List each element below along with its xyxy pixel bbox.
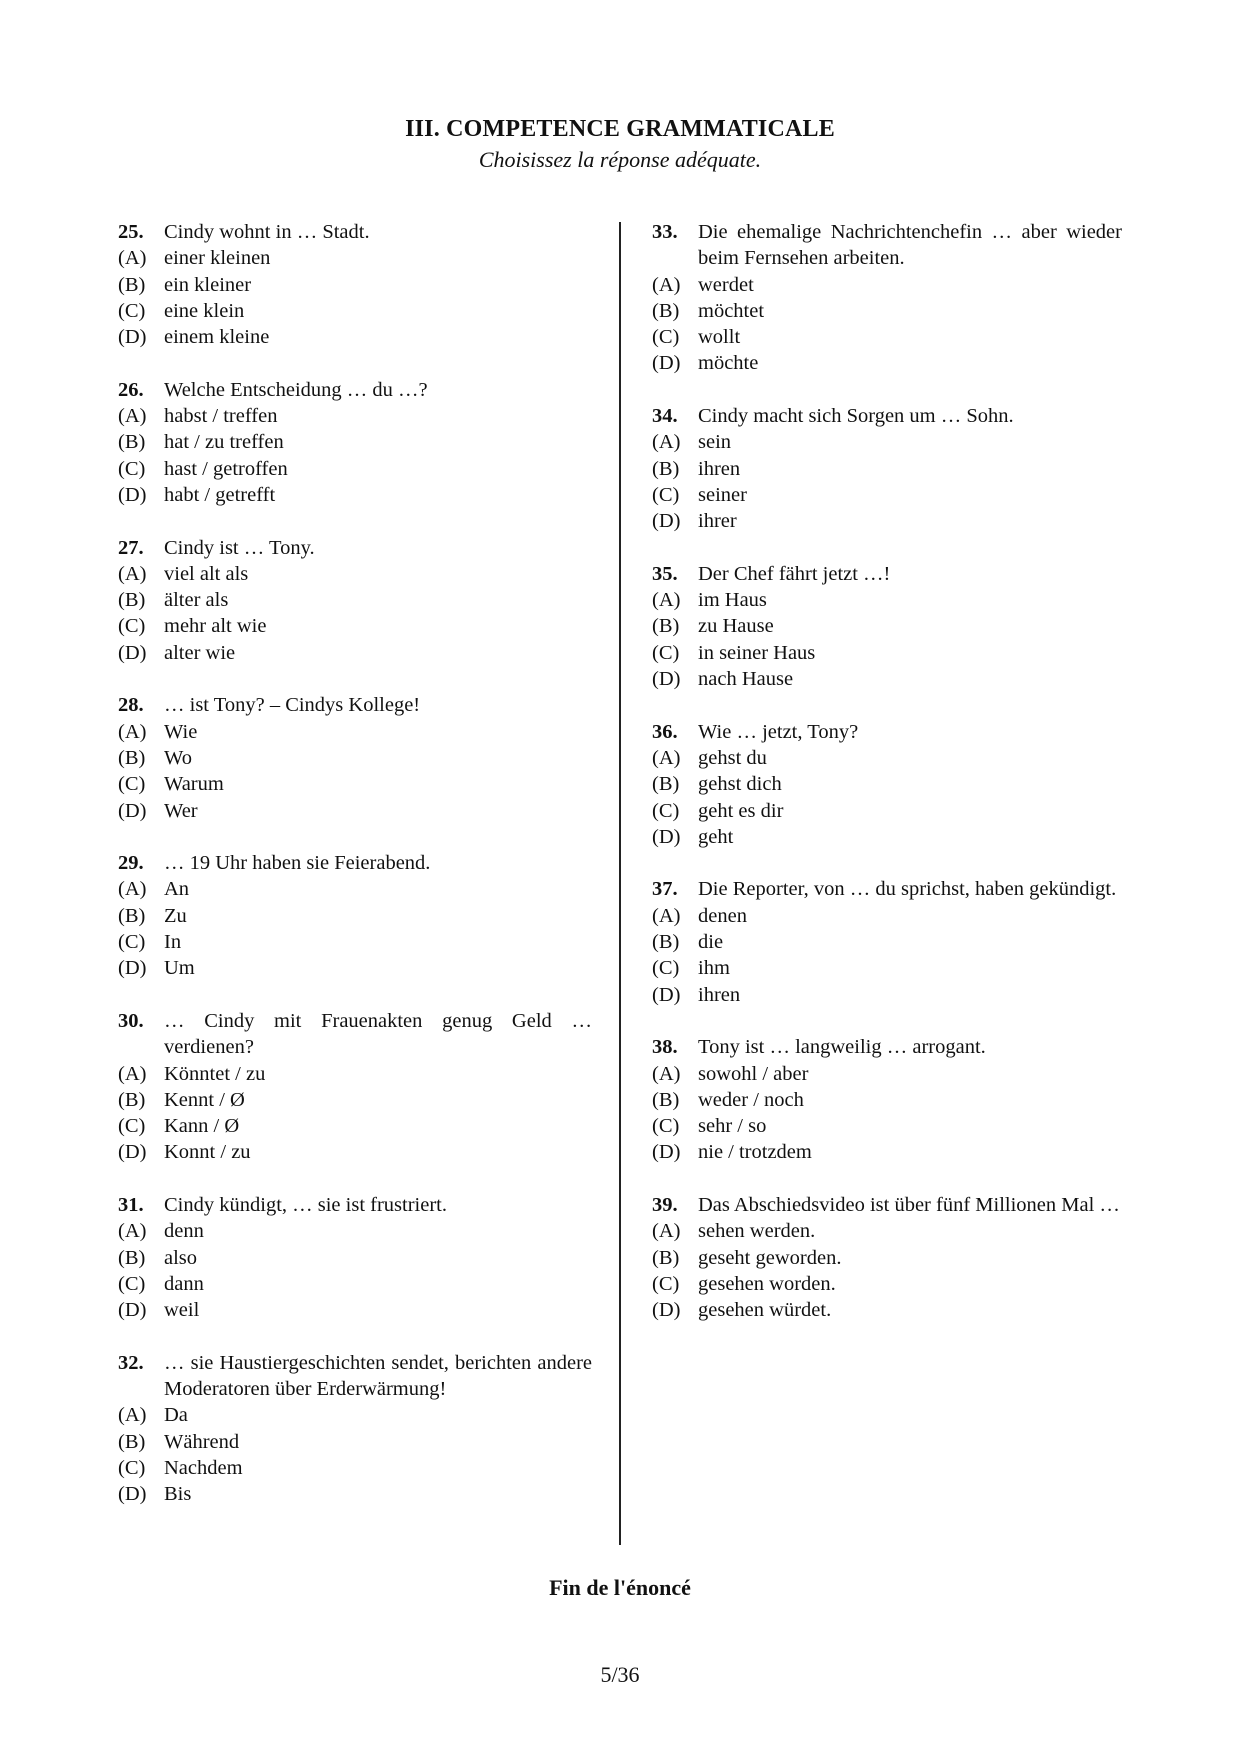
question-stem <box>118 535 592 561</box>
question-stem <box>652 561 1122 587</box>
option-text: weder / noch <box>698 1088 804 1111</box>
option-label: (D) <box>118 1299 147 1322</box>
question-number: 32. <box>118 1351 144 1374</box>
option-text: Könntet / zu <box>164 1062 266 1085</box>
option-text: Wo <box>164 746 192 769</box>
answer-option <box>652 982 1122 1008</box>
question-stem <box>652 403 1122 429</box>
answer-option <box>652 1245 1122 1271</box>
option-label: (B) <box>118 589 146 612</box>
option-label: (C) <box>118 1272 146 1295</box>
option-text: im Haus <box>698 589 767 612</box>
option-text: möchte <box>698 352 759 375</box>
question-block <box>652 561 1122 692</box>
option-text: nach Hause <box>698 668 794 691</box>
option-text: geht <box>698 825 734 848</box>
option-text: Konnt / zu <box>164 1141 251 1164</box>
option-text: Kennt / Ø <box>164 1088 245 1111</box>
option-text: ihren <box>698 457 741 480</box>
question-block <box>652 1192 1122 1323</box>
answer-option <box>652 640 1122 666</box>
section-title: III. COMPETENCE GRAMMATICALE <box>405 116 835 142</box>
option-label: (B) <box>118 431 146 454</box>
answer-option <box>652 482 1122 508</box>
option-text: mehr alt wie <box>164 615 267 638</box>
option-label: (B) <box>652 457 680 480</box>
option-text: Da <box>164 1404 188 1427</box>
answer-option <box>652 745 1122 771</box>
option-text: Nachdem <box>164 1456 243 1479</box>
answer-option <box>118 561 592 587</box>
answer-option <box>118 719 592 745</box>
option-text: Wie <box>164 720 198 743</box>
answer-option <box>652 798 1122 824</box>
answer-option <box>652 508 1122 534</box>
option-label: (A) <box>118 562 147 585</box>
answer-option <box>652 272 1122 298</box>
end-of-statement: Fin de l'énoncé <box>549 1575 691 1600</box>
option-text: habst / treffen <box>164 405 278 428</box>
option-label: (B) <box>118 904 146 927</box>
answer-option <box>652 771 1122 797</box>
option-text: sehen werden. <box>698 1220 816 1243</box>
option-text: möchtet <box>698 299 765 322</box>
answer-option <box>118 429 592 455</box>
question-block <box>652 403 1122 534</box>
option-label: (C) <box>118 1115 146 1138</box>
left-column <box>118 219 592 1534</box>
answer-option <box>118 1245 592 1271</box>
question-text: Das Abschiedsvideo ist über fünf Millionen Mal … <box>698 1193 1120 1216</box>
option-label: (B) <box>652 1088 680 1111</box>
option-label: (A) <box>118 405 147 428</box>
option-label: (B) <box>118 746 146 769</box>
answer-option <box>652 456 1122 482</box>
option-label: (A) <box>652 431 681 454</box>
question-block <box>652 1034 1122 1165</box>
option-text: ihrer <box>698 510 737 533</box>
option-text: gehst dich <box>698 773 782 796</box>
question-number: 25. <box>118 221 144 243</box>
answer-option <box>118 1061 592 1087</box>
answer-option <box>652 587 1122 613</box>
option-text: eine klein <box>164 299 245 322</box>
option-label: (A) <box>118 878 147 901</box>
question-stem <box>118 1350 592 1403</box>
answer-option <box>118 798 592 824</box>
answer-option <box>652 350 1122 376</box>
question-number: 36. <box>652 720 678 743</box>
answer-option <box>652 1061 1122 1087</box>
answer-option <box>652 955 1122 981</box>
option-text: An <box>164 878 190 901</box>
option-label: (C) <box>652 1115 680 1138</box>
answer-option <box>652 1218 1122 1244</box>
option-text: gehst du <box>698 746 767 769</box>
question-number: 31. <box>118 1193 144 1216</box>
answer-option <box>652 666 1122 692</box>
question-text: … 19 Uhr haben sie Feierabend. <box>164 852 431 875</box>
question-stem <box>118 692 592 718</box>
option-text: Warum <box>164 773 224 796</box>
answer-option <box>652 1113 1122 1139</box>
option-label: (C) <box>118 457 146 480</box>
answer-option <box>118 1402 592 1428</box>
option-label: (A) <box>652 273 681 296</box>
answer-option <box>118 1455 592 1481</box>
option-label: (B) <box>652 299 680 322</box>
question-text: … ist Tony? – Cindys Kollege! <box>164 694 421 717</box>
option-label: (A) <box>118 247 147 270</box>
option-label: (A) <box>118 720 147 743</box>
option-label: (C) <box>652 957 680 980</box>
option-text: hat / zu treffen <box>164 431 284 454</box>
option-text: also <box>164 1246 198 1269</box>
option-text: denn <box>164 1220 204 1243</box>
question-text: … sie Haustiergeschichten sendet, berichten andere Moderatoren über Erderwärmung! <box>164 1351 592 1401</box>
option-label: (C) <box>118 615 146 638</box>
option-text: sehr / so <box>698 1115 767 1138</box>
option-label: (D) <box>118 957 147 980</box>
answer-option <box>118 456 592 482</box>
answer-option <box>118 272 592 298</box>
option-text: geht es dir <box>698 799 784 822</box>
option-label: (C) <box>652 483 680 506</box>
option-label: (A) <box>118 1220 147 1243</box>
question-number: 38. <box>652 1036 678 1059</box>
option-text: sowohl / aber <box>698 1062 809 1085</box>
option-text: gesehen würdet. <box>698 1299 832 1322</box>
option-label: (B) <box>118 273 146 296</box>
question-text: Tony ist … langweilig … arrogant. <box>698 1036 986 1059</box>
option-text: alter wie <box>164 641 236 664</box>
option-text: einem kleine <box>164 326 270 349</box>
answer-option <box>118 1139 592 1165</box>
option-label: (D) <box>652 668 681 691</box>
option-label: (D) <box>118 1141 147 1164</box>
question-number: 33. <box>652 221 678 243</box>
option-label: (D) <box>652 1299 681 1322</box>
question-number: 29. <box>118 852 144 875</box>
option-text: zu Hause <box>698 615 774 638</box>
option-text: die <box>698 931 724 954</box>
question-text: … Cindy mit Frauenakten genug Geld … verdienen? <box>164 1009 592 1059</box>
option-text: ihren <box>698 983 741 1006</box>
option-label: (A) <box>118 1062 147 1085</box>
option-label: (B) <box>118 1430 146 1453</box>
question-stem <box>118 1192 592 1218</box>
answer-option <box>118 955 592 981</box>
option-label: (D) <box>652 352 681 375</box>
answer-option <box>118 876 592 902</box>
question-stem <box>652 719 1122 745</box>
question-number: 34. <box>652 405 678 428</box>
answer-option <box>118 245 592 271</box>
question-stem <box>118 1008 592 1061</box>
answer-option <box>118 929 592 955</box>
option-label: (C) <box>118 1456 146 1479</box>
question-block <box>118 1008 592 1166</box>
answer-option <box>652 324 1122 350</box>
answer-option <box>118 1218 592 1244</box>
option-text: älter als <box>164 589 229 612</box>
option-label: (D) <box>118 799 147 822</box>
option-text: wollt <box>698 326 741 349</box>
option-label: (C) <box>652 799 680 822</box>
question-text: Der Chef fährt jetzt …! <box>698 562 891 585</box>
option-label: (D) <box>118 326 147 349</box>
question-text: Wie … jetzt, Tony? <box>698 720 859 743</box>
question-stem <box>652 219 1122 272</box>
option-text: einer kleinen <box>164 247 271 270</box>
option-text: hast / getroffen <box>164 457 288 480</box>
answer-option <box>118 1087 592 1113</box>
answer-option <box>652 824 1122 850</box>
option-label: (B) <box>652 931 680 954</box>
column-divider <box>619 222 621 1545</box>
option-label: (A) <box>652 904 681 927</box>
answer-option <box>652 298 1122 324</box>
question-block <box>118 535 592 666</box>
question-text: Die ehemalige Nachrichtenchefin … aber wieder beim Fernsehen arbeiten. <box>698 221 1122 270</box>
answer-option <box>118 1481 592 1507</box>
option-text: habt / getrefft <box>164 483 276 506</box>
question-stem <box>118 377 592 403</box>
question-number: 37. <box>652 878 678 901</box>
option-label: (D) <box>652 825 681 848</box>
option-label: (D) <box>118 1483 147 1506</box>
option-label: (B) <box>652 1246 680 1269</box>
right-column <box>652 219 1122 1350</box>
option-text: viel alt als <box>164 562 249 585</box>
answer-option <box>118 1271 592 1297</box>
answer-option <box>118 1113 592 1139</box>
answer-option <box>652 613 1122 639</box>
answer-option <box>652 929 1122 955</box>
question-text: Cindy kündigt, … sie ist frustriert. <box>164 1193 447 1216</box>
option-text: seiner <box>698 483 747 506</box>
question-block <box>118 850 592 981</box>
option-label: (D) <box>118 641 147 664</box>
option-text: weil <box>164 1299 200 1322</box>
option-text: Kann / Ø <box>164 1115 240 1138</box>
option-text: Bis <box>164 1483 192 1506</box>
option-text: Zu <box>164 904 187 927</box>
answer-option <box>118 403 592 429</box>
question-number: 39. <box>652 1193 678 1216</box>
section-subtitle: Choisissez la réponse adéquate. <box>478 147 762 172</box>
answer-option <box>652 903 1122 929</box>
answer-option <box>118 1429 592 1455</box>
option-label: (C) <box>652 641 680 664</box>
option-text: nie / trotzdem <box>698 1141 812 1164</box>
option-text: Während <box>164 1430 240 1453</box>
question-number: 35. <box>652 562 678 585</box>
option-text: in seiner Haus <box>698 641 816 664</box>
question-number: 27. <box>118 536 144 559</box>
answer-option <box>118 613 592 639</box>
answer-option <box>652 1087 1122 1113</box>
question-block <box>118 377 592 508</box>
question-text: Cindy ist … Tony. <box>164 536 315 559</box>
option-text: In <box>164 931 182 954</box>
question-stem <box>652 1192 1122 1218</box>
question-text: Cindy wohnt in … Stadt. <box>164 221 370 243</box>
option-label: (D) <box>652 510 681 533</box>
answer-option <box>118 1297 592 1323</box>
answer-option <box>652 1271 1122 1297</box>
question-stem <box>118 850 592 876</box>
answer-option <box>118 903 592 929</box>
question-block <box>118 219 592 350</box>
option-text: Wer <box>164 799 198 822</box>
option-label: (A) <box>118 1404 147 1427</box>
answer-option <box>652 429 1122 455</box>
question-text: Die Reporter, von … du sprichst, haben gekündigt. <box>698 878 1117 901</box>
question-block <box>652 219 1122 377</box>
question-number: 30. <box>118 1009 144 1032</box>
option-label: (B) <box>118 1246 146 1269</box>
question-text: Welche Entscheidung … du …? <box>164 378 428 401</box>
option-text: gesehen worden. <box>698 1272 836 1295</box>
option-label: (A) <box>652 1220 681 1243</box>
question-number: 28. <box>118 694 144 717</box>
option-label: (A) <box>652 589 681 612</box>
option-label: (A) <box>652 1062 681 1085</box>
question-block <box>652 876 1122 1007</box>
option-label: (C) <box>118 931 146 954</box>
option-label: (C) <box>118 773 146 796</box>
answer-option <box>118 324 592 350</box>
answer-option <box>652 1139 1122 1165</box>
option-label: (D) <box>118 483 147 506</box>
option-text: sein <box>698 431 732 454</box>
answer-option <box>118 298 592 324</box>
answer-option <box>118 482 592 508</box>
option-text: werdet <box>698 273 754 296</box>
option-label: (C) <box>652 326 680 349</box>
option-label: (D) <box>652 1141 681 1164</box>
page-number: 5/36 <box>600 1662 640 1687</box>
option-label: (B) <box>118 1088 146 1111</box>
question-stem <box>118 219 592 245</box>
option-label: (D) <box>652 983 681 1006</box>
question-block <box>652 719 1122 850</box>
answer-option <box>118 771 592 797</box>
option-text: Um <box>164 957 195 980</box>
answer-option <box>652 1297 1122 1323</box>
question-block <box>118 1350 592 1508</box>
option-label: (B) <box>652 615 680 638</box>
option-label: (B) <box>652 773 680 796</box>
option-label: (C) <box>118 299 146 322</box>
option-label: (C) <box>652 1272 680 1295</box>
question-text: Cindy macht sich Sorgen um … Sohn. <box>698 405 1014 428</box>
option-text: geseht geworden. <box>698 1246 842 1269</box>
question-block <box>118 692 592 823</box>
option-text: denen <box>698 904 747 927</box>
option-text: dann <box>164 1272 204 1295</box>
answer-option <box>118 745 592 771</box>
question-stem <box>652 876 1122 902</box>
question-number: 26. <box>118 378 144 401</box>
question-stem <box>652 1034 1122 1060</box>
question-block <box>118 1192 592 1323</box>
answer-option <box>118 640 592 666</box>
answer-option <box>118 587 592 613</box>
option-label: (A) <box>652 746 681 769</box>
option-text: ihm <box>698 957 730 980</box>
option-text: ein kleiner <box>164 273 252 296</box>
